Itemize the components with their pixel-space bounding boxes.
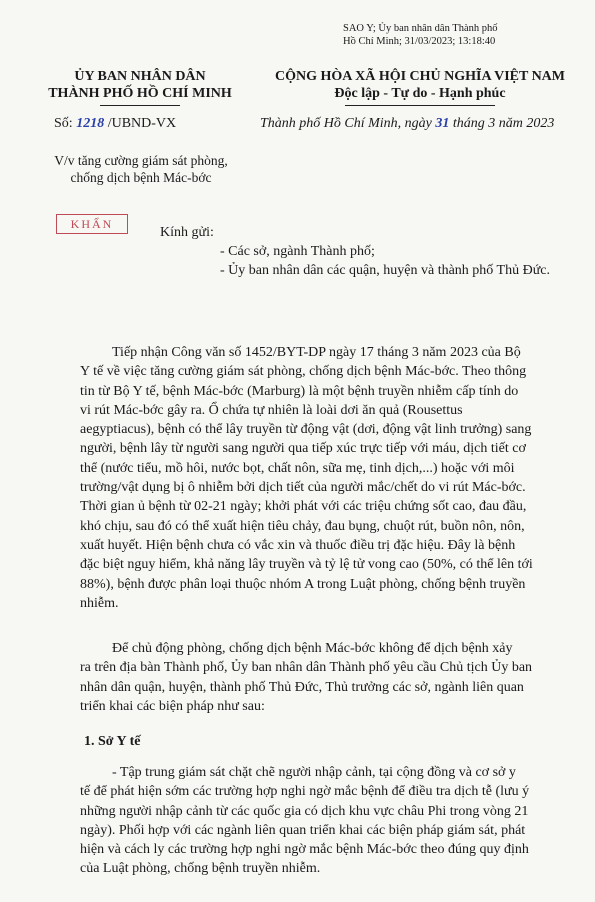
body-line: 88%), bệnh được phân loại thuộc nhóm A trong Luật phòng, chống bệnh truyền [80, 576, 526, 592]
doc-number-suffix: /UBND-VX [104, 116, 177, 131]
body-line: những người nhập cảnh từ các quốc gia có dịch khu vực châu Phi trong vòng 21 [80, 803, 529, 819]
subject-line-2: chống dịch bệnh Mác-bớc [70, 170, 212, 185]
copy-stamp-line-2: Hồ Chí Minh; 31/03/2023; 13:18:40 [343, 36, 496, 47]
body-line: aegyptiacus), bệnh có thể lây truyền từ động vật (dơi, động vật linh trưởng) sang [80, 422, 532, 438]
urgent-stamp: KHẨN [56, 214, 128, 234]
copy-stamp-line-1: SAO Y; Ủy ban nhân dân Thành phố [343, 23, 498, 34]
recipients-label: Kính gửi: [160, 225, 214, 240]
body-line: trường/vật dụng bị ô nhiễm bởi dịch tiết của người mắc/chết do vi rút Mác-bớc. [80, 480, 526, 496]
motto-divider [345, 105, 495, 106]
recipient-item: - Ủy ban nhân dân các quận, huyện và thành phố Thủ Đức. [220, 263, 551, 278]
issuing-authority-line-2: THÀNH PHỐ HỒ CHÍ MINH [48, 86, 232, 101]
body-line: khó chịu, sau đó có thể xuất hiện tiêu chảy, đau bụng, chuột rút, buồn nôn, nôn, [80, 518, 525, 534]
place-date-suffix: tháng 3 năm 2023 [449, 116, 555, 131]
body-line: vi rút Mác-bớc gây ra. Ổ chứa tự nhiên là loài dơi ăn quả (Rousettus [80, 402, 463, 418]
national-motto: Độc lập - Tự do - Hạnh phúc [334, 86, 506, 101]
document-number [54, 116, 176, 132]
section-1-body [80, 763, 558, 879]
body-line: của Luật phòng, chống bệnh truyền nhiễm. [80, 861, 321, 877]
body-paragraph-2 [80, 639, 558, 716]
issuing-authority-line-1: ỦY BAN NHÂN DÂN [74, 69, 206, 84]
subject-line-1: V/v tăng cường giám sát phòng, [54, 153, 228, 168]
body-line: tế để phát hiện sớm các trường hợp nghi ngờ mắc bệnh để điều tra dịch tễ (lưu ý [80, 784, 530, 800]
body-line: ngày). Phối hợp với các ngành liên quan triển khai các biện pháp giám sát, phát [80, 822, 526, 838]
body-line: tin từ Bộ Y tế, bệnh Mác-bớc (Marburg) là một bệnh truyền nhiễm cấp tính do [80, 383, 519, 399]
body-line: ra trên địa bàn Thành phố, Ủy ban nhân dân Thành phố yêu cầu Chủ tịch Ủy ban [80, 660, 533, 676]
national-title: CỘNG HÒA XÃ HỘI CHỦ NGHĨA VIỆT NAM [274, 69, 565, 84]
body-line: xuất huyết. Hiện bệnh chưa có vắc xin và thuốc điều trị đặc hiệu. Đây là bệnh [80, 537, 516, 553]
national-motto-header [256, 68, 584, 106]
place-and-date [260, 116, 554, 132]
recipients-block [160, 223, 568, 280]
header-divider [100, 105, 180, 106]
section-1-title: 1. Sở Y tế [84, 734, 141, 749]
body-line: nhiễm. [80, 595, 119, 611]
body-line: - Tập trung giám sát chặt chẽ người nhập cảnh, tại cộng đồng và cơ sở y [112, 765, 516, 780]
body-line: người, bệnh lây từ người sang người qua tiếp xúc trực tiếp với máu, dịch tiết cơ [80, 441, 526, 457]
body-line: hiện và cách ly các trường hợp nghi ngờ mắc bệnh Mác-bớc theo đúng quy định [80, 842, 529, 858]
recipient-item: - Các sở, ngành Thành phố; [220, 244, 375, 259]
doc-number-prefix: Số: [54, 116, 77, 131]
body-line: đặc biệt nguy hiểm, khả năng lây truyền và tỷ lệ tử vong cao (50%, có thể lên tới [80, 557, 533, 573]
body-line: Thời gian ủ bệnh từ 02-21 ngày; khởi phát với các triệu chứng sốt cao, đau đầu, [80, 499, 527, 515]
body-line: triển khai các biện pháp như sau: [80, 698, 265, 714]
place-date-prefix: Thành phố Hồ Chí Minh, ngày [260, 116, 436, 131]
body-line: Để chủ động phòng, chống dịch bệnh Mác-bớc không để dịch bệnh xảy [112, 641, 513, 656]
issuing-authority-header [40, 68, 240, 106]
doc-number-value: 1218 [76, 116, 105, 131]
body-paragraph-1 [80, 343, 558, 613]
body-line: thể (nước tiểu, mồ hôi, nước bọt, chất nôn, sữa mẹ, tinh dịch,...) hoặc với môi [80, 460, 515, 476]
body-line: Tiếp nhận Công văn số 1452/BYT-DP ngày 17 tháng 3 năm 2023 của Bộ [112, 345, 521, 360]
body-line: Y tế về việc tăng cường giám sát phòng, chống dịch bệnh Mác-bớc. Theo thông [80, 364, 527, 380]
document-subject [30, 152, 252, 186]
body-line: nhân dân quận, huyện, thành phố Thủ Đức, Thủ trưởng các sở, ngành liên quan [80, 679, 524, 695]
copy-certification-stamp [343, 22, 497, 48]
date-day: 31 [435, 116, 450, 131]
